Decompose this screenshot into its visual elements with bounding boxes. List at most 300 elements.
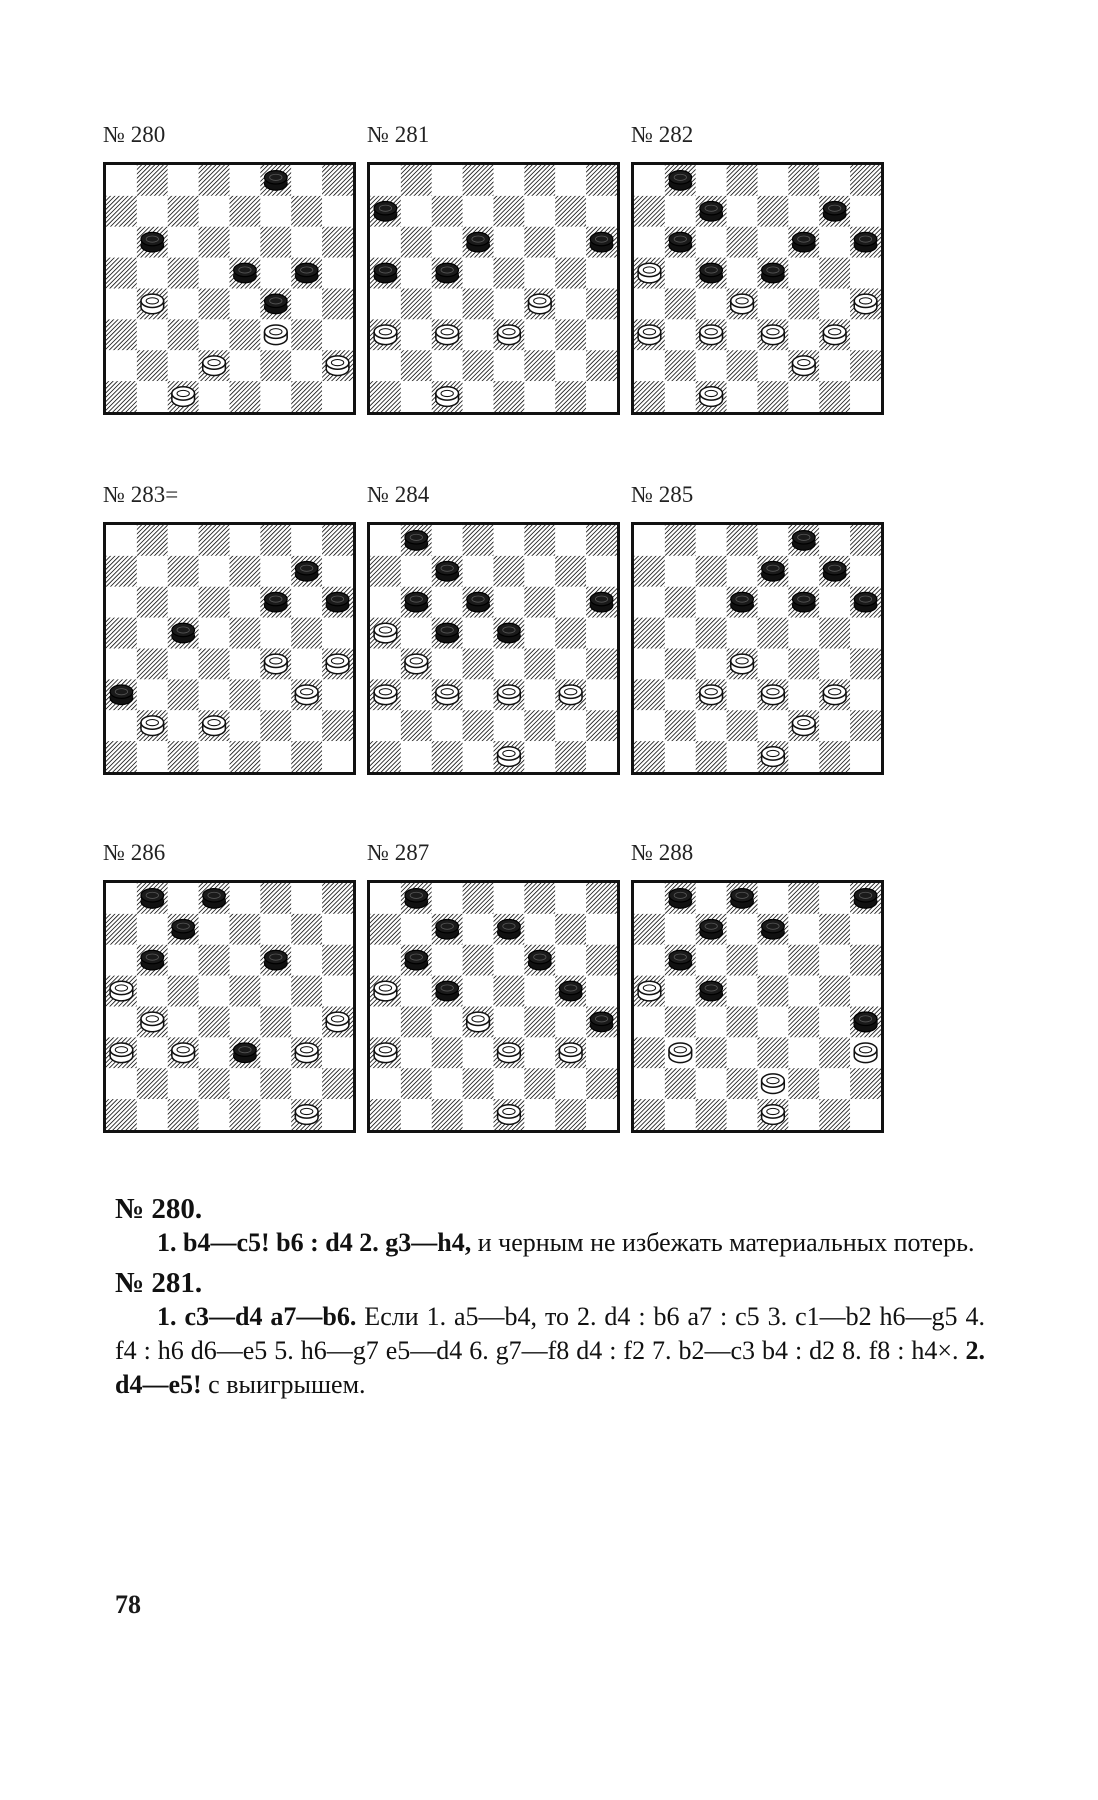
dark-square xyxy=(634,914,665,945)
dark-square xyxy=(463,525,494,556)
light-square xyxy=(230,227,261,258)
white-checker xyxy=(762,685,785,705)
light-square xyxy=(322,741,353,772)
dark-square xyxy=(494,976,525,1007)
dark-square xyxy=(634,556,665,587)
white-checker xyxy=(528,294,551,314)
dark-square xyxy=(634,1037,665,1068)
light-square xyxy=(260,1099,291,1130)
dark-square xyxy=(322,945,353,976)
checkers-board xyxy=(631,880,884,1133)
problem-solution: 1. b4—c5! b6 : d4 2. g3—h4, и черным не избежать материальных потерь. xyxy=(157,1228,975,1257)
light-square xyxy=(524,976,555,1007)
light-square xyxy=(788,741,819,772)
dark-square xyxy=(291,196,322,227)
dark-square xyxy=(401,350,432,381)
light-square xyxy=(322,618,353,649)
white-checker xyxy=(436,387,459,407)
light-square xyxy=(788,914,819,945)
light-square xyxy=(819,289,850,320)
dark-square xyxy=(524,350,555,381)
dark-square xyxy=(788,1068,819,1099)
black-checker xyxy=(854,592,877,612)
dark-square xyxy=(850,525,881,556)
light-square xyxy=(137,679,168,710)
white-checker xyxy=(700,387,723,407)
dark-square xyxy=(432,1037,463,1068)
dark-square xyxy=(727,1007,758,1038)
light-square xyxy=(494,1007,525,1038)
light-square xyxy=(758,1007,789,1038)
dark-square xyxy=(291,976,322,1007)
light-square xyxy=(727,914,758,945)
light-square xyxy=(168,1007,199,1038)
white-checker xyxy=(203,716,226,736)
light-square xyxy=(727,556,758,587)
light-square xyxy=(260,381,291,412)
dark-square xyxy=(260,710,291,741)
light-square xyxy=(788,1037,819,1068)
dark-square xyxy=(401,710,432,741)
checkers-board xyxy=(103,522,356,775)
light-square xyxy=(106,883,137,914)
light-square xyxy=(260,258,291,289)
black-checker xyxy=(590,592,613,612)
light-square xyxy=(401,1037,432,1068)
light-square xyxy=(370,165,401,196)
problem-heading: № 281. xyxy=(115,1267,203,1299)
light-square xyxy=(199,679,230,710)
light-square xyxy=(260,556,291,587)
black-checker xyxy=(172,623,195,643)
dark-square xyxy=(463,710,494,741)
dark-square xyxy=(555,258,586,289)
dark-square xyxy=(555,556,586,587)
dark-square xyxy=(322,227,353,258)
light-square xyxy=(494,883,525,914)
light-square xyxy=(322,196,353,227)
white-checker xyxy=(295,1105,318,1125)
light-square xyxy=(665,741,696,772)
dark-square xyxy=(199,587,230,618)
light-square xyxy=(634,649,665,680)
light-square xyxy=(696,227,727,258)
light-square xyxy=(230,1007,261,1038)
light-square xyxy=(260,976,291,1007)
dark-square xyxy=(494,556,525,587)
dark-square xyxy=(850,710,881,741)
diagram-label: № 282 xyxy=(631,122,694,147)
white-checker xyxy=(203,356,226,376)
light-square xyxy=(788,976,819,1007)
dark-square xyxy=(168,196,199,227)
dark-square xyxy=(106,618,137,649)
black-checker xyxy=(467,232,490,252)
dark-square xyxy=(634,381,665,412)
black-checker xyxy=(436,263,459,283)
black-checker xyxy=(295,562,318,582)
light-square xyxy=(494,649,525,680)
black-checker xyxy=(700,920,723,940)
light-square xyxy=(401,976,432,1007)
light-square xyxy=(199,1037,230,1068)
light-square xyxy=(634,587,665,618)
light-square xyxy=(850,741,881,772)
light-square xyxy=(524,319,555,350)
dark-square xyxy=(137,525,168,556)
dark-square xyxy=(524,227,555,258)
white-checker xyxy=(854,1043,877,1063)
light-square xyxy=(291,350,322,381)
white-checker xyxy=(264,654,287,674)
white-checker xyxy=(700,685,723,705)
light-square xyxy=(696,1007,727,1038)
light-square xyxy=(168,350,199,381)
dark-square xyxy=(727,710,758,741)
white-checker xyxy=(141,294,164,314)
light-square xyxy=(758,883,789,914)
checkers-board xyxy=(631,162,884,415)
dark-square xyxy=(260,350,291,381)
dark-square xyxy=(634,618,665,649)
light-square xyxy=(230,649,261,680)
light-square xyxy=(106,350,137,381)
black-checker xyxy=(436,920,459,940)
light-square xyxy=(727,381,758,412)
dark-square xyxy=(586,525,617,556)
light-square xyxy=(322,976,353,1007)
light-square xyxy=(322,679,353,710)
white-checker xyxy=(638,263,661,283)
light-square xyxy=(850,196,881,227)
dark-square xyxy=(168,319,199,350)
light-square xyxy=(137,556,168,587)
dark-square xyxy=(524,1068,555,1099)
light-square xyxy=(260,196,291,227)
light-square xyxy=(758,289,789,320)
light-square xyxy=(401,258,432,289)
light-square xyxy=(230,710,261,741)
light-square xyxy=(401,556,432,587)
light-square xyxy=(819,525,850,556)
light-square xyxy=(401,679,432,710)
black-checker xyxy=(590,232,613,252)
light-square xyxy=(665,258,696,289)
light-square xyxy=(168,1068,199,1099)
white-checker xyxy=(326,356,349,376)
light-square xyxy=(555,1007,586,1038)
light-square xyxy=(665,556,696,587)
light-square xyxy=(788,258,819,289)
problem-solution: 1. c3—d4 a7—b6. Если 1. a5—b4, то 2. d4 : b6 a7 : c5 3. c1—b2 h6—g5 4. f4 : h6 d6—e5 5. h6—g7 e5—d4 6. g7—f8 d4 : f2 7. b2—c3 b4 : d2 8. f8 : h4×. 2. d4—e5! с выигрышем. xyxy=(115,1302,985,1399)
light-square xyxy=(463,319,494,350)
light-square xyxy=(199,914,230,945)
light-square xyxy=(586,914,617,945)
dark-square xyxy=(727,1068,758,1099)
dark-square xyxy=(665,1068,696,1099)
dark-square xyxy=(137,1068,168,1099)
dark-square xyxy=(291,914,322,945)
light-square xyxy=(463,381,494,412)
dark-square xyxy=(106,196,137,227)
light-square xyxy=(106,165,137,196)
light-square xyxy=(586,381,617,412)
dark-square xyxy=(463,649,494,680)
white-checker xyxy=(264,325,287,345)
dark-square xyxy=(260,1007,291,1038)
light-square xyxy=(634,227,665,258)
light-square xyxy=(401,319,432,350)
white-checker xyxy=(436,325,459,345)
black-checker xyxy=(731,592,754,612)
dark-square xyxy=(524,165,555,196)
light-square xyxy=(555,883,586,914)
light-square xyxy=(137,381,168,412)
light-square xyxy=(727,976,758,1007)
black-checker xyxy=(498,623,521,643)
light-square xyxy=(322,1037,353,1068)
white-checker xyxy=(141,716,164,736)
dark-square xyxy=(819,976,850,1007)
dark-square xyxy=(727,227,758,258)
light-square xyxy=(788,196,819,227)
light-square xyxy=(137,258,168,289)
dark-square xyxy=(230,1099,261,1130)
black-checker xyxy=(700,202,723,222)
light-square xyxy=(230,587,261,618)
dark-square xyxy=(168,556,199,587)
light-square xyxy=(106,1007,137,1038)
light-square xyxy=(665,381,696,412)
board-svg xyxy=(370,165,617,412)
light-square xyxy=(463,914,494,945)
dark-square xyxy=(401,289,432,320)
dark-square xyxy=(819,618,850,649)
black-checker xyxy=(762,263,785,283)
light-square xyxy=(727,258,758,289)
dark-square xyxy=(463,883,494,914)
white-checker xyxy=(559,1043,582,1063)
light-square xyxy=(432,165,463,196)
white-checker xyxy=(731,294,754,314)
light-square xyxy=(850,618,881,649)
light-square xyxy=(463,258,494,289)
light-square xyxy=(291,1068,322,1099)
dark-square xyxy=(586,649,617,680)
light-square xyxy=(494,1068,525,1099)
dark-square xyxy=(322,1068,353,1099)
white-checker xyxy=(792,356,815,376)
dark-square xyxy=(788,883,819,914)
dark-square xyxy=(586,289,617,320)
dark-square xyxy=(137,350,168,381)
light-square xyxy=(524,914,555,945)
light-square xyxy=(370,649,401,680)
light-square xyxy=(850,258,881,289)
dark-square xyxy=(727,350,758,381)
light-square xyxy=(370,350,401,381)
light-square xyxy=(370,883,401,914)
black-checker xyxy=(374,263,397,283)
light-square xyxy=(168,883,199,914)
light-square xyxy=(291,289,322,320)
checkers-board xyxy=(631,522,884,775)
light-square xyxy=(230,289,261,320)
light-square xyxy=(634,883,665,914)
problem-heading: № 280. xyxy=(115,1193,203,1225)
light-square xyxy=(850,556,881,587)
light-square xyxy=(370,945,401,976)
light-square xyxy=(586,741,617,772)
dark-square xyxy=(696,556,727,587)
light-square xyxy=(634,710,665,741)
dark-square xyxy=(199,227,230,258)
light-square xyxy=(665,618,696,649)
black-checker xyxy=(854,1012,877,1032)
dark-square xyxy=(788,649,819,680)
white-checker xyxy=(374,981,397,1001)
light-square xyxy=(230,1068,261,1099)
dark-square xyxy=(370,381,401,412)
light-square xyxy=(199,319,230,350)
light-square xyxy=(106,945,137,976)
light-square xyxy=(432,350,463,381)
light-square xyxy=(168,289,199,320)
dark-square xyxy=(788,289,819,320)
light-square xyxy=(586,618,617,649)
light-square xyxy=(291,945,322,976)
black-checker xyxy=(792,531,815,551)
dark-square xyxy=(665,289,696,320)
light-square xyxy=(524,381,555,412)
light-square xyxy=(106,1068,137,1099)
light-square xyxy=(106,525,137,556)
dark-square xyxy=(788,945,819,976)
light-square xyxy=(401,1099,432,1130)
board-svg xyxy=(106,165,353,412)
light-square xyxy=(696,649,727,680)
light-square xyxy=(370,587,401,618)
dark-square xyxy=(634,679,665,710)
diagram-label: № 286 xyxy=(103,840,166,865)
black-checker xyxy=(405,531,428,551)
light-square xyxy=(199,1099,230,1130)
light-square xyxy=(199,381,230,412)
light-square xyxy=(727,618,758,649)
diagram-label: № 283= xyxy=(103,482,179,507)
black-checker xyxy=(559,981,582,1001)
light-square xyxy=(758,710,789,741)
light-square xyxy=(322,556,353,587)
dark-square xyxy=(199,945,230,976)
dark-square xyxy=(586,710,617,741)
light-square xyxy=(432,289,463,320)
dark-square xyxy=(665,350,696,381)
light-square xyxy=(586,319,617,350)
light-square xyxy=(432,883,463,914)
dark-square xyxy=(230,679,261,710)
light-square xyxy=(758,649,789,680)
dark-square xyxy=(106,741,137,772)
black-checker xyxy=(141,950,164,970)
white-checker xyxy=(559,685,582,705)
diagram-label: № 288 xyxy=(631,840,694,865)
black-checker xyxy=(700,981,723,1001)
dark-square xyxy=(230,556,261,587)
dark-square xyxy=(665,649,696,680)
black-checker xyxy=(264,950,287,970)
light-square xyxy=(168,587,199,618)
light-square xyxy=(432,945,463,976)
light-square xyxy=(819,350,850,381)
dark-square xyxy=(665,710,696,741)
dark-square xyxy=(586,1068,617,1099)
checkers-board xyxy=(103,162,356,415)
dark-square xyxy=(370,741,401,772)
light-square xyxy=(291,165,322,196)
black-checker xyxy=(405,950,428,970)
black-checker xyxy=(436,981,459,1001)
dark-square xyxy=(291,319,322,350)
light-square xyxy=(401,741,432,772)
light-square xyxy=(524,618,555,649)
light-square xyxy=(230,525,261,556)
dark-square xyxy=(819,258,850,289)
light-square xyxy=(260,618,291,649)
dark-square xyxy=(291,618,322,649)
diagram-label: № 284 xyxy=(367,482,430,507)
light-square xyxy=(322,1099,353,1130)
light-square xyxy=(727,1037,758,1068)
black-checker xyxy=(669,232,692,252)
light-square xyxy=(401,618,432,649)
light-square xyxy=(494,525,525,556)
dark-square xyxy=(230,381,261,412)
dark-square xyxy=(106,258,137,289)
light-square xyxy=(260,1037,291,1068)
light-square xyxy=(758,945,789,976)
light-square xyxy=(758,165,789,196)
dark-square xyxy=(463,350,494,381)
light-square xyxy=(524,1099,555,1130)
dark-square xyxy=(322,289,353,320)
dark-square xyxy=(494,381,525,412)
dark-square xyxy=(634,196,665,227)
dark-square xyxy=(168,976,199,1007)
dark-square xyxy=(230,976,261,1007)
light-square xyxy=(727,741,758,772)
light-square xyxy=(370,710,401,741)
dark-square xyxy=(850,165,881,196)
dark-square xyxy=(758,196,789,227)
light-square xyxy=(137,741,168,772)
light-square xyxy=(291,710,322,741)
light-square xyxy=(524,258,555,289)
dark-square xyxy=(137,649,168,680)
light-square xyxy=(432,587,463,618)
dark-square xyxy=(524,710,555,741)
black-checker xyxy=(234,263,257,283)
light-square xyxy=(463,741,494,772)
light-square xyxy=(322,914,353,945)
light-square xyxy=(665,914,696,945)
light-square xyxy=(463,556,494,587)
light-square xyxy=(463,1099,494,1130)
dark-square xyxy=(106,1099,137,1130)
dark-square xyxy=(634,1099,665,1130)
dark-square xyxy=(696,618,727,649)
light-square xyxy=(370,289,401,320)
